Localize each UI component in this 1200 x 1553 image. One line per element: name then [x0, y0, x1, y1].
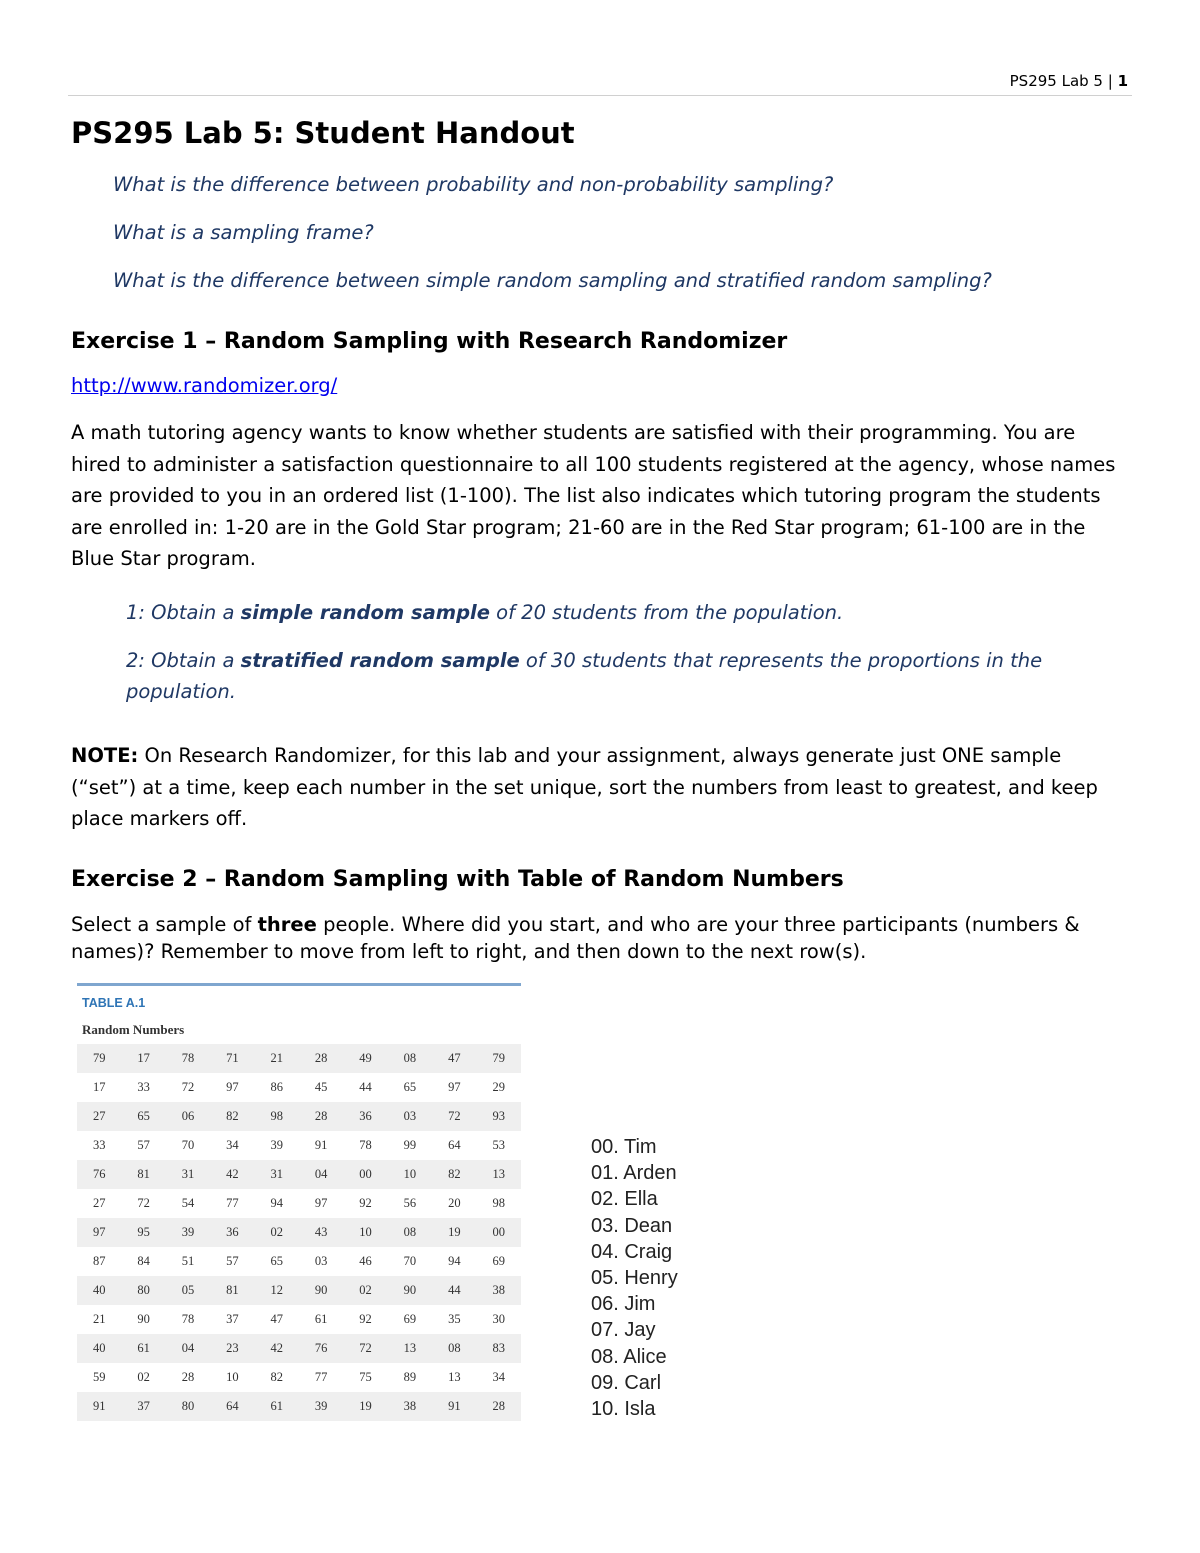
table-cell: 02	[121, 1363, 165, 1392]
table-cell: 08	[432, 1334, 476, 1363]
note-paragraph	[71, 740, 1131, 835]
table-cell: 76	[299, 1334, 343, 1363]
table-cell: 13	[477, 1160, 521, 1189]
table-cell: 99	[388, 1131, 432, 1160]
table-cell: 45	[299, 1073, 343, 1102]
table-cell: 47	[432, 1044, 476, 1073]
table-cell: 31	[255, 1160, 299, 1189]
task-2-suffix: of 30 students that represents the proportions in the population.	[126, 649, 1043, 703]
participant-names-list	[591, 1134, 678, 1422]
table-cell: 29	[477, 1073, 521, 1102]
table-cell: 19	[432, 1218, 476, 1247]
table-cell: 46	[343, 1247, 387, 1276]
table-cell: 92	[343, 1189, 387, 1218]
list-item: 09. Carl	[591, 1371, 662, 1394]
table-cell: 87	[77, 1247, 121, 1276]
task-1-prefix: 1: Obtain a	[126, 601, 241, 624]
table-cell: 37	[210, 1305, 254, 1334]
table-cell: 42	[210, 1160, 254, 1189]
task-1-suffix: of 20 students from the population.	[489, 601, 844, 624]
table-cell: 36	[343, 1102, 387, 1131]
table-cell: 89	[388, 1363, 432, 1392]
table-cell: 28	[299, 1044, 343, 1073]
table-cell: 28	[166, 1363, 210, 1392]
list-item: 06. Jim	[591, 1293, 656, 1316]
table-row	[77, 1218, 521, 1247]
table-cell: 42	[255, 1334, 299, 1363]
table-cell: 93	[477, 1102, 521, 1131]
task-1	[126, 597, 1126, 628]
table-cell: 81	[210, 1276, 254, 1305]
table-cell: 78	[166, 1305, 210, 1334]
table-row	[77, 1247, 521, 1276]
list-item: 08. Alice	[591, 1345, 667, 1368]
table-cell: 37	[121, 1392, 165, 1421]
table-row	[77, 1305, 521, 1334]
table-cell: 76	[77, 1160, 121, 1189]
task-2-prefix: 2: Obtain a	[126, 649, 241, 672]
table-cell: 70	[166, 1131, 210, 1160]
table-cell: 10	[210, 1363, 254, 1392]
table-cell: 31	[166, 1160, 210, 1189]
list-item: 01. Arden	[591, 1162, 677, 1185]
table-cell: 90	[299, 1276, 343, 1305]
table-cell: 02	[343, 1276, 387, 1305]
table-cell: 30	[477, 1305, 521, 1334]
table-row	[77, 1392, 521, 1421]
table-cell: 19	[343, 1392, 387, 1421]
table-cell: 72	[432, 1102, 476, 1131]
table-cell: 39	[299, 1392, 343, 1421]
table-cell: 78	[166, 1044, 210, 1073]
table-cell: 98	[477, 1189, 521, 1218]
table-cell: 47	[255, 1305, 299, 1334]
document-title: PS295 Lab 5: Student Handout	[71, 116, 575, 150]
table-cell: 79	[477, 1044, 521, 1073]
table-cell: 34	[210, 1131, 254, 1160]
table-cell: 94	[432, 1247, 476, 1276]
table-cell: 78	[343, 1131, 387, 1160]
table-cell: 56	[388, 1189, 432, 1218]
table-cell: 91	[299, 1131, 343, 1160]
table-cell: 33	[121, 1073, 165, 1102]
table-cell: 79	[77, 1044, 121, 1073]
guiding-question-3: What is the difference between simple random sampling and stratified random sampling?	[113, 269, 992, 292]
table-cell: 61	[255, 1392, 299, 1421]
table-cell: 86	[255, 1073, 299, 1102]
table-cell: 91	[432, 1392, 476, 1421]
table-cell: 03	[388, 1102, 432, 1131]
table-cell: 72	[121, 1189, 165, 1218]
exercise-2-heading: Exercise 2 – Random Sampling with Table of Random Numbers	[71, 867, 844, 892]
exercise-2-emphasis: three	[257, 913, 317, 936]
table-cell: 40	[77, 1276, 121, 1305]
table-cell: 10	[343, 1218, 387, 1247]
table-cell: 69	[477, 1247, 521, 1276]
table-cell: 65	[255, 1247, 299, 1276]
table-subtitle: Random Numbers	[82, 1022, 185, 1037]
table-cell: 53	[477, 1131, 521, 1160]
page-header	[1010, 72, 1128, 90]
header-divider	[68, 95, 1132, 96]
randomizer-link[interactable]: http://www.randomizer.org/	[71, 374, 338, 397]
table-label: TABLE A.1	[82, 996, 146, 1010]
task-1-emphasis: simple random sample	[240, 601, 490, 624]
table-cell: 27	[77, 1189, 121, 1218]
table-row	[77, 1160, 521, 1189]
table-cell: 90	[121, 1305, 165, 1334]
table-cell: 69	[388, 1305, 432, 1334]
table-cell: 94	[255, 1189, 299, 1218]
page-number: 1	[1117, 72, 1128, 90]
table-cell: 38	[388, 1392, 432, 1421]
table-row	[77, 1189, 521, 1218]
table-cell: 51	[166, 1247, 210, 1276]
table-cell: 06	[166, 1102, 210, 1131]
guiding-question-1: What is the difference between probability and non-probability sampling?	[113, 173, 834, 196]
table-cell: 97	[77, 1218, 121, 1247]
table-cell: 08	[388, 1218, 432, 1247]
table-cell: 77	[210, 1189, 254, 1218]
table-cell: 35	[432, 1305, 476, 1334]
list-item: 02. Ella	[591, 1188, 658, 1211]
table-row	[77, 1044, 521, 1073]
table-cell: 05	[166, 1276, 210, 1305]
table-cell: 57	[121, 1131, 165, 1160]
table-cell: 77	[299, 1363, 343, 1392]
table-cell: 97	[299, 1189, 343, 1218]
list-item: 00. Tim	[591, 1136, 657, 1158]
guiding-question-2: What is a sampling frame?	[113, 221, 374, 244]
table-cell: 72	[166, 1073, 210, 1102]
table-cell: 21	[255, 1044, 299, 1073]
table-cell: 23	[210, 1334, 254, 1363]
exercise-2-prefix: Select a sample of	[71, 913, 258, 936]
table-cell: 65	[388, 1073, 432, 1102]
table-cell: 70	[388, 1247, 432, 1276]
table-cell: 82	[432, 1160, 476, 1189]
table-cell: 08	[388, 1044, 432, 1073]
table-cell: 03	[299, 1247, 343, 1276]
header-label: PS295 Lab 5 |	[1009, 72, 1118, 90]
table-cell: 04	[299, 1160, 343, 1189]
table-cell: 75	[343, 1363, 387, 1392]
table-cell: 64	[210, 1392, 254, 1421]
table-top-rule	[77, 983, 521, 986]
random-numbers-table-figure	[77, 983, 521, 1421]
table-cell: 54	[166, 1189, 210, 1218]
table-cell: 49	[343, 1044, 387, 1073]
table-row	[77, 1131, 521, 1160]
note-label: NOTE:	[71, 744, 139, 767]
table-cell: 39	[255, 1131, 299, 1160]
table-cell: 80	[121, 1276, 165, 1305]
table-cell: 59	[77, 1363, 121, 1392]
table-cell: 17	[121, 1044, 165, 1073]
table-cell: 38	[477, 1276, 521, 1305]
table-cell: 44	[432, 1276, 476, 1305]
table-row	[77, 1102, 521, 1131]
table-cell: 40	[77, 1334, 121, 1363]
task-2	[126, 645, 1126, 707]
table-cell: 91	[77, 1392, 121, 1421]
table-cell: 84	[121, 1247, 165, 1276]
table-cell: 83	[477, 1334, 521, 1363]
table-cell: 34	[477, 1363, 521, 1392]
table-cell: 02	[255, 1218, 299, 1247]
table-cell: 12	[255, 1276, 299, 1305]
table-cell: 61	[121, 1334, 165, 1363]
task-2-emphasis: stratified random sample	[240, 649, 520, 672]
table-cell: 00	[343, 1160, 387, 1189]
table-cell: 95	[121, 1218, 165, 1247]
table-cell: 97	[210, 1073, 254, 1102]
table-cell: 90	[388, 1276, 432, 1305]
table-cell: 00	[477, 1218, 521, 1247]
table-cell: 39	[166, 1218, 210, 1247]
table-cell: 65	[121, 1102, 165, 1131]
list-item: 10. Isla	[591, 1398, 656, 1421]
table-cell: 13	[432, 1363, 476, 1392]
table-cell: 72	[343, 1334, 387, 1363]
table-cell: 36	[210, 1218, 254, 1247]
table-cell: 33	[77, 1131, 121, 1160]
list-item: 07. Jay	[591, 1319, 656, 1342]
table-row	[77, 1334, 521, 1363]
table-cell: 44	[343, 1073, 387, 1102]
table-cell: 28	[477, 1392, 521, 1421]
table-row	[77, 1276, 521, 1305]
table-cell: 21	[77, 1305, 121, 1334]
random-numbers-grid	[77, 1044, 521, 1421]
table-cell: 57	[210, 1247, 254, 1276]
note-text: On Research Randomizer, for this lab and your assignment, always generate just ONE sample (“set”) at a time, keep each number in the set unique, sort the numbers from least to greatest, and keep place markers off.	[71, 744, 1098, 830]
exercise-2-suffix: people. Where did you start, and who are your three participants (numbers & names)? Remember to move from left to right, and then down to the next row(s).	[71, 913, 1080, 963]
table-cell: 43	[299, 1218, 343, 1247]
table-cell: 61	[299, 1305, 343, 1334]
table-cell: 71	[210, 1044, 254, 1073]
table-cell: 92	[343, 1305, 387, 1334]
table-cell: 13	[388, 1334, 432, 1363]
list-item: 05. Henry	[591, 1267, 678, 1290]
table-row	[77, 1363, 521, 1392]
table-cell: 27	[77, 1102, 121, 1131]
table-row	[77, 1073, 521, 1102]
table-cell: 98	[255, 1102, 299, 1131]
exercise-1-paragraph: A math tutoring agency wants to know whether students are satisfied with their programming. You are hired to administer a satisfaction questionnaire to all 100 students registered at the agency, whose names are provided to you in an ordered list (1-100). The list also indicates which tutoring program the students are enrolled in: 1-20 are in the Gold Star program; 21-60 are in the Red Star program; 61-100 are in the Blue Star program.	[71, 421, 1116, 570]
table-cell: 64	[432, 1131, 476, 1160]
table-cell: 97	[432, 1073, 476, 1102]
table-cell: 81	[121, 1160, 165, 1189]
exercise-1-heading: Exercise 1 – Random Sampling with Research Randomizer	[71, 329, 788, 354]
table-cell: 82	[210, 1102, 254, 1131]
table-cell: 82	[255, 1363, 299, 1392]
table-cell: 20	[432, 1189, 476, 1218]
table-cell: 28	[299, 1102, 343, 1131]
table-cell: 80	[166, 1392, 210, 1421]
exercise-2-paragraph	[71, 911, 1131, 965]
list-item: 03. Dean	[591, 1214, 673, 1237]
list-item: 04. Craig	[591, 1240, 673, 1263]
table-cell: 04	[166, 1334, 210, 1363]
table-cell: 10	[388, 1160, 432, 1189]
table-cell: 17	[77, 1073, 121, 1102]
